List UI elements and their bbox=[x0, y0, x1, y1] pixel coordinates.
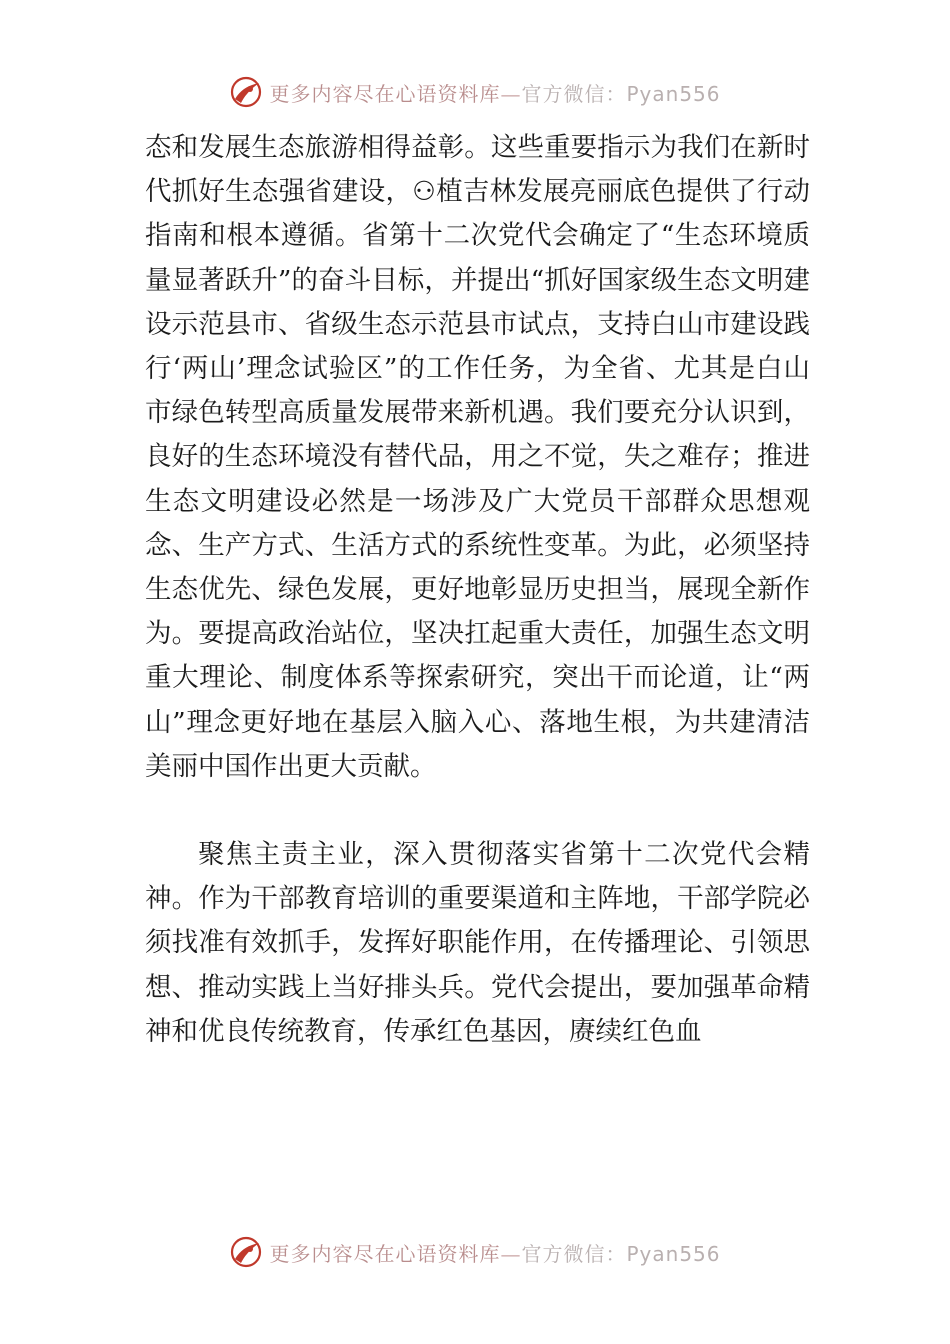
logo-icon bbox=[229, 1235, 263, 1269]
watermark-wechat-id: Pyan556 bbox=[626, 1241, 721, 1266]
footer-watermark bbox=[0, 1232, 950, 1272]
watermark-text bbox=[269, 1238, 720, 1267]
paragraph-2: 聚焦主责主业，深入贯彻落实省第十二次党代会精神。作为干部教育培训的重要渠道和主阵地，干部学院必须找准有效抓手，发挥好职能作用，在传播理论、引领思想、推动实践上当好排头兵。党代会提出，要加强革命精神和优良传统教育，传承红色基因，赓续红色血 bbox=[145, 839, 810, 1047]
watermark-wechat-id: Pyan556 bbox=[626, 81, 721, 106]
document-body bbox=[145, 126, 810, 1054]
header-watermark bbox=[0, 72, 950, 112]
watermark-dash: — bbox=[500, 1241, 522, 1266]
logo-icon bbox=[229, 75, 263, 109]
watermark-label: 官方微信： bbox=[521, 81, 627, 106]
paragraph-gap bbox=[145, 789, 810, 833]
watermark-text bbox=[269, 78, 720, 107]
watermark-title: 更多内容尽在心语资料库 bbox=[269, 81, 501, 106]
watermark-dash: — bbox=[500, 81, 522, 106]
paragraph-1: 态和发展生态旅游相得益彰。这些重要指示为我们在新时代抓好生态强省建设，⚇植吉林发展亮丽底色提供了行动指南和根本遵循。省第十二次党代会确定了“生态环境质量显著跃升”的奋斗目标，并提出“抓好国家级生态文明建设示范县市、省级生态示范县市试点，支持白山市建设践行‘两山’理念试验区”的工作任务，为全省、尤其是白山市绿色转型高质量发展带来新机遇。我们要充分认识到，良好的生态环境没有替代品，用之不觉，失之难存；推进生态文明建设必然是一场涉及广大党员干部群众思想观念、生产方式、生活方式的系统性变革。为此，必须坚持生态优先、绿色发展，更好地彰显历史担当，展现全新作为。要提高政治站位，坚决扛起重大责任，加强生态文明重大理论、制度体系等探索研究，突出干而论道，让“两山”理念更好地在基层入脑入心、落地生根，为共建清洁美丽中国作出更大贡献。 bbox=[145, 132, 810, 782]
watermark-label: 官方微信： bbox=[521, 1241, 627, 1266]
watermark-title: 更多内容尽在心语资料库 bbox=[269, 1241, 501, 1266]
